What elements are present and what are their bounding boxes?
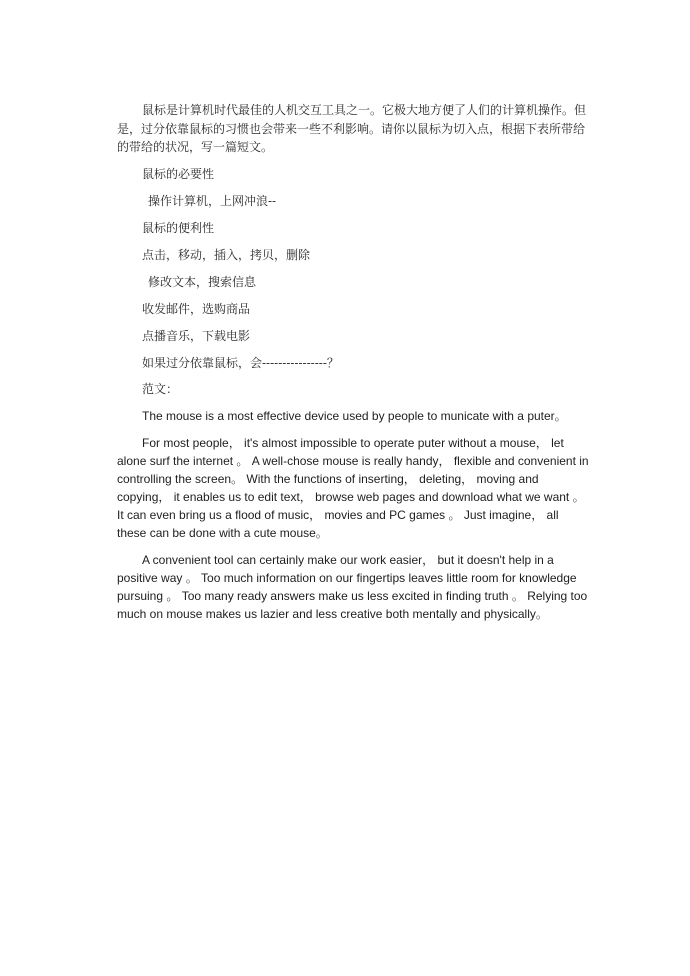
outline-item-operate: 操作计算机，上网冲浪--	[148, 194, 277, 208]
outline-item-necessity: 鼠标的必要性	[142, 167, 215, 181]
essay-paragraph-2: For most people， it's almost impossible to operate puter without a mouse， let alone surf the internet 。 A well-chose mouse is really handy， flexible and convenient in controlling the screen。 With the functions of inserting， deleting， moving and copying， it enables us to edit text， browse web pages and download what we want 。 It can even bring us a flood of music， movies and PC games 。 Just imagine， all these can be done with a cute mouse。	[117, 436, 589, 540]
intro-paragraph: 鼠标是计算机时代最佳的人机交互工具之一。它极大地方便了人们的计算机操作。但是，过分依靠鼠标的习惯也会带来一些不利影响。请你以鼠标为切入点，根据下表所带给的带给的状况，写一篇短文。	[117, 103, 587, 154]
outline-item-edit-search: 修改文本，搜索信息	[148, 275, 257, 289]
outline-item-question: 如果过分依靠鼠标，会----------------？	[142, 356, 339, 370]
sample-essay-label: 范文：	[142, 382, 179, 396]
outline-item-convenience: 鼠标的便利性	[142, 221, 215, 235]
outline-item-music-movie: 点播音乐，下载电影	[142, 329, 251, 343]
essay-paragraph-3: A convenient tool can certainly make our work easier， but it doesn't help in a positive way 。 Too much information on our fingertips leaves little room for knowledge pursuing 。 Too many ready answers make us less excited in finding truth 。 Relying too much on mouse makes us lazier and less creative both mentally and physically。	[117, 553, 588, 621]
outline-item-mail-shop: 收发邮件，选购商品	[142, 302, 251, 316]
essay-paragraph-1: The mouse is a most effective device used by people to municate with a puter。	[142, 409, 567, 423]
outline-item-actions: 点击，移动，插入，拷贝，删除	[142, 248, 311, 262]
